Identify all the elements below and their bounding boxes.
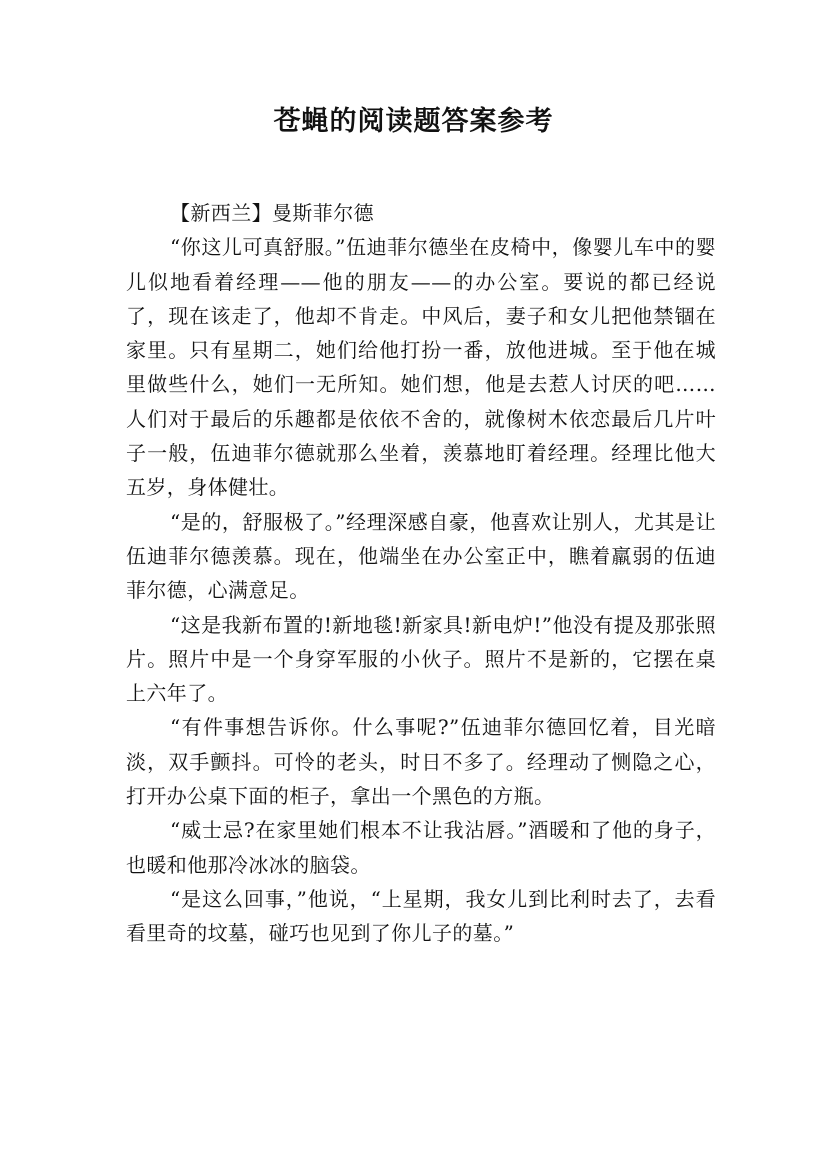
- author-line: 【新西兰】曼斯菲尔德: [170, 201, 374, 225]
- paragraph-5: “威士忌?在家里她们根本不让我沾唇。”酒暖和了他的身子，也暖和他那冷冰冰的脑袋。: [126, 818, 716, 877]
- page-title: 苍蝇的阅读题答案参考: [273, 106, 554, 137]
- paragraph-2: “是的，舒服极了。”经理深感自豪，他喜欢让别人，尤其是让伍迪菲尔德羡慕。现在，他端坐在办公室正中，瞧着羸弱的伍迪菲尔德，心满意足。: [126, 509, 716, 603]
- paragraph-1: “你这儿可真舒服。”伍迪菲尔德坐在皮椅中，像婴儿车中的婴儿似地看着经理——他的朋友——的办公室。要说的都已经说了，现在该走了，他却不肯走。中风后，妻子和女儿把他禁锢在家里。只有星期二，她们给他打扮一番，放他进城。至于他在城里做些什么，她们一无所知。她们想，他是去惹人讨厌的吧……人们对于最后的乐趣都是依依不舍的，就像树木依恋最后几片叶子一般，伍迪菲尔德就那么坐着，羡慕地盯着经理。经理比他大五岁，身体健壮。: [126, 235, 716, 500]
- paragraph-3: “这是我新布置的!新地毯!新家具!新电炉!”他没有提及那张照片。照片中是一个身穿军服的小伙子。照片不是新的，它摆在桌上六年了。: [126, 612, 716, 706]
- paragraph-6: “是这么回事，”他说，“上星期，我女儿到比利时去了，去看看里奇的坟墓，碰巧也见到了你儿子的墓。”: [126, 886, 716, 946]
- paragraph-4: “有件事想告诉你。什么事呢?”伍迪菲尔德回忆着，目光暗淡，双手颤抖。可怜的老头，时日不多了。经理动了恻隐之心，打开办公桌下面的柜子，拿出一个黑色的方瓶。: [126, 715, 716, 809]
- article-body: [126, 196, 716, 951]
